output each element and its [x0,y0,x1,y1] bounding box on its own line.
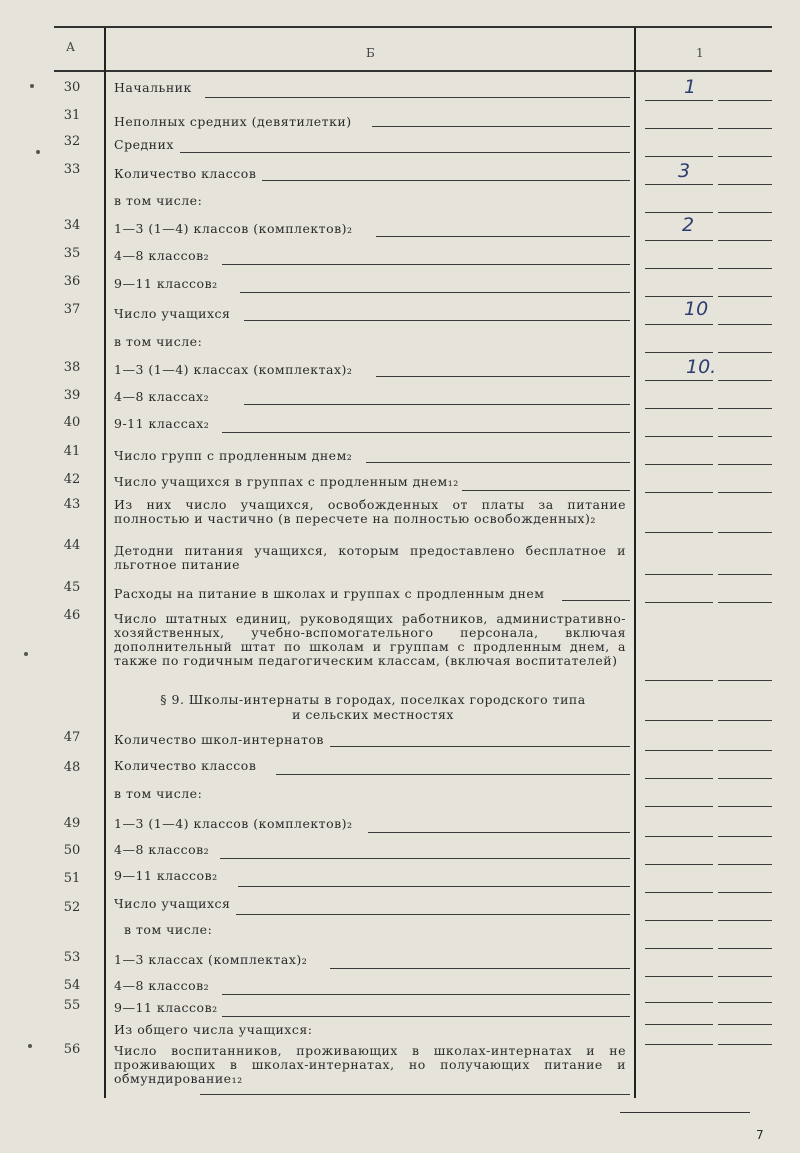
row-label: 4—8 классах₂ [114,389,210,404]
binder-mark [28,1044,32,1048]
row-label: в том числе: [114,786,203,801]
row-number: 51 [63,871,81,886]
row-number: 41 [63,444,81,459]
row-number: 42 [63,472,81,487]
row-label: Неполных средних (девятилетки) [114,114,352,129]
row-number: 40 [63,415,81,430]
row-number: 39 [63,388,81,403]
row-label: Число групп с продленным днем₂ [114,448,353,463]
row-number: 30 [63,80,81,95]
header-col-a: А [66,40,76,54]
row-label: 9—11 классов₂ [114,868,218,883]
row-number: 50 [63,843,81,858]
row-label: 4—8 классов₂ [114,978,210,993]
handwritten-value: 1 [684,76,697,98]
row-label: 9—11 классов₂ [114,276,218,291]
row-label: 4—8 классов₂ [114,842,210,857]
row-number: 47 [63,730,81,745]
handwritten-value: 2 [682,214,695,236]
header-bottom-rule [54,70,772,72]
binder-mark [30,84,34,88]
row-label: 9-11 классах₂ [114,416,210,431]
row-number: 36 [63,274,81,289]
handwritten-value: 3 [678,160,691,182]
column-divider-left [104,28,106,1098]
row-number: 48 [63,760,81,775]
row-number: 56 [63,1042,81,1057]
row-label: Число учащихся в группах с продленным днем₁₂ [114,474,459,489]
row-label: Из них число учащихся, освобожденных от платы за питание полностью и частично (в пересчете на полностью освобожденных)₂ [114,497,626,526]
row-label: Число учащихся [114,306,231,321]
row-number: 49 [63,816,81,831]
row-label: 9—11 классов₂ [114,1000,218,1015]
row-label: в том числе: [124,922,213,937]
column-divider-right [634,28,636,1098]
row-number: 46 [63,608,81,623]
section-subtitle: и сельских местностях [292,707,454,722]
row-number: 53 [63,950,81,965]
row-label: Начальник [114,80,192,95]
row-label: Число штатных единиц, руководящих работников, административно-хозяйственных, учебно-вспомогательного персонала, включая дополнительный штат по школам и группам с продленным днем, а также по годичным педагогическим классам, (включая воспитателей) [114,611,626,668]
row-label: 1—3 (1—4) классов (комплектов)₂ [114,221,353,236]
row-label: 1—3 классах (комплектах)₂ [114,952,308,967]
row-label: в том числе: [114,334,203,349]
row-number: 34 [63,218,81,233]
header-col-b: Б [366,46,375,60]
header-top-rule [54,26,772,28]
row-number: 54 [63,978,81,993]
row-label: Количество школ-интернатов [114,732,324,747]
header-col-1: 1 [696,46,704,60]
handwritten-value: 10. [686,356,717,378]
row-number: 43 [63,497,81,512]
row-label: в том числе: [114,193,203,208]
bottom-rule [620,1112,750,1113]
row-label: 1—3 (1—4) классов (комплектов)₂ [114,816,353,831]
row-number: 33 [63,162,81,177]
page-number: 7 [756,1128,764,1142]
row-number: 37 [63,302,81,317]
row-number: 38 [63,360,81,375]
row-label: Количество классов [114,166,257,181]
row-number: 55 [63,998,81,1013]
row-label: Число воспитанников, проживающих в школах-интернатах и не проживающих в школах-интернатах, но получающих питание и обмундирование₁₂ [114,1043,626,1086]
row-label: Число учащихся [114,896,231,911]
row-number: 44 [63,538,81,553]
row-number: 35 [63,246,81,261]
row-number: 52 [63,900,81,915]
row-number: 31 [63,108,81,123]
row-label: Средних [114,137,174,152]
row-label: Расходы на питание в школах и группах с продленным днем [114,586,545,601]
row-number: 32 [63,134,81,149]
row-label: Детодни питания учащихся, которым предоставлено бесплатное и льготное питание [114,543,626,572]
binder-mark [24,652,28,656]
section-title: § 9. Школы-интернаты в городах, поселках городского типа [160,692,586,707]
binder-mark [36,150,40,154]
row-label: 1—3 (1—4) классах (комплектах)₂ [114,362,353,377]
row-label: Количество классов [114,758,257,773]
row-label: 4—8 классов₂ [114,248,210,263]
row-number: 45 [63,580,81,595]
handwritten-value: 10 [684,298,709,320]
row-label: Из общего числа учащихся: [114,1022,313,1037]
